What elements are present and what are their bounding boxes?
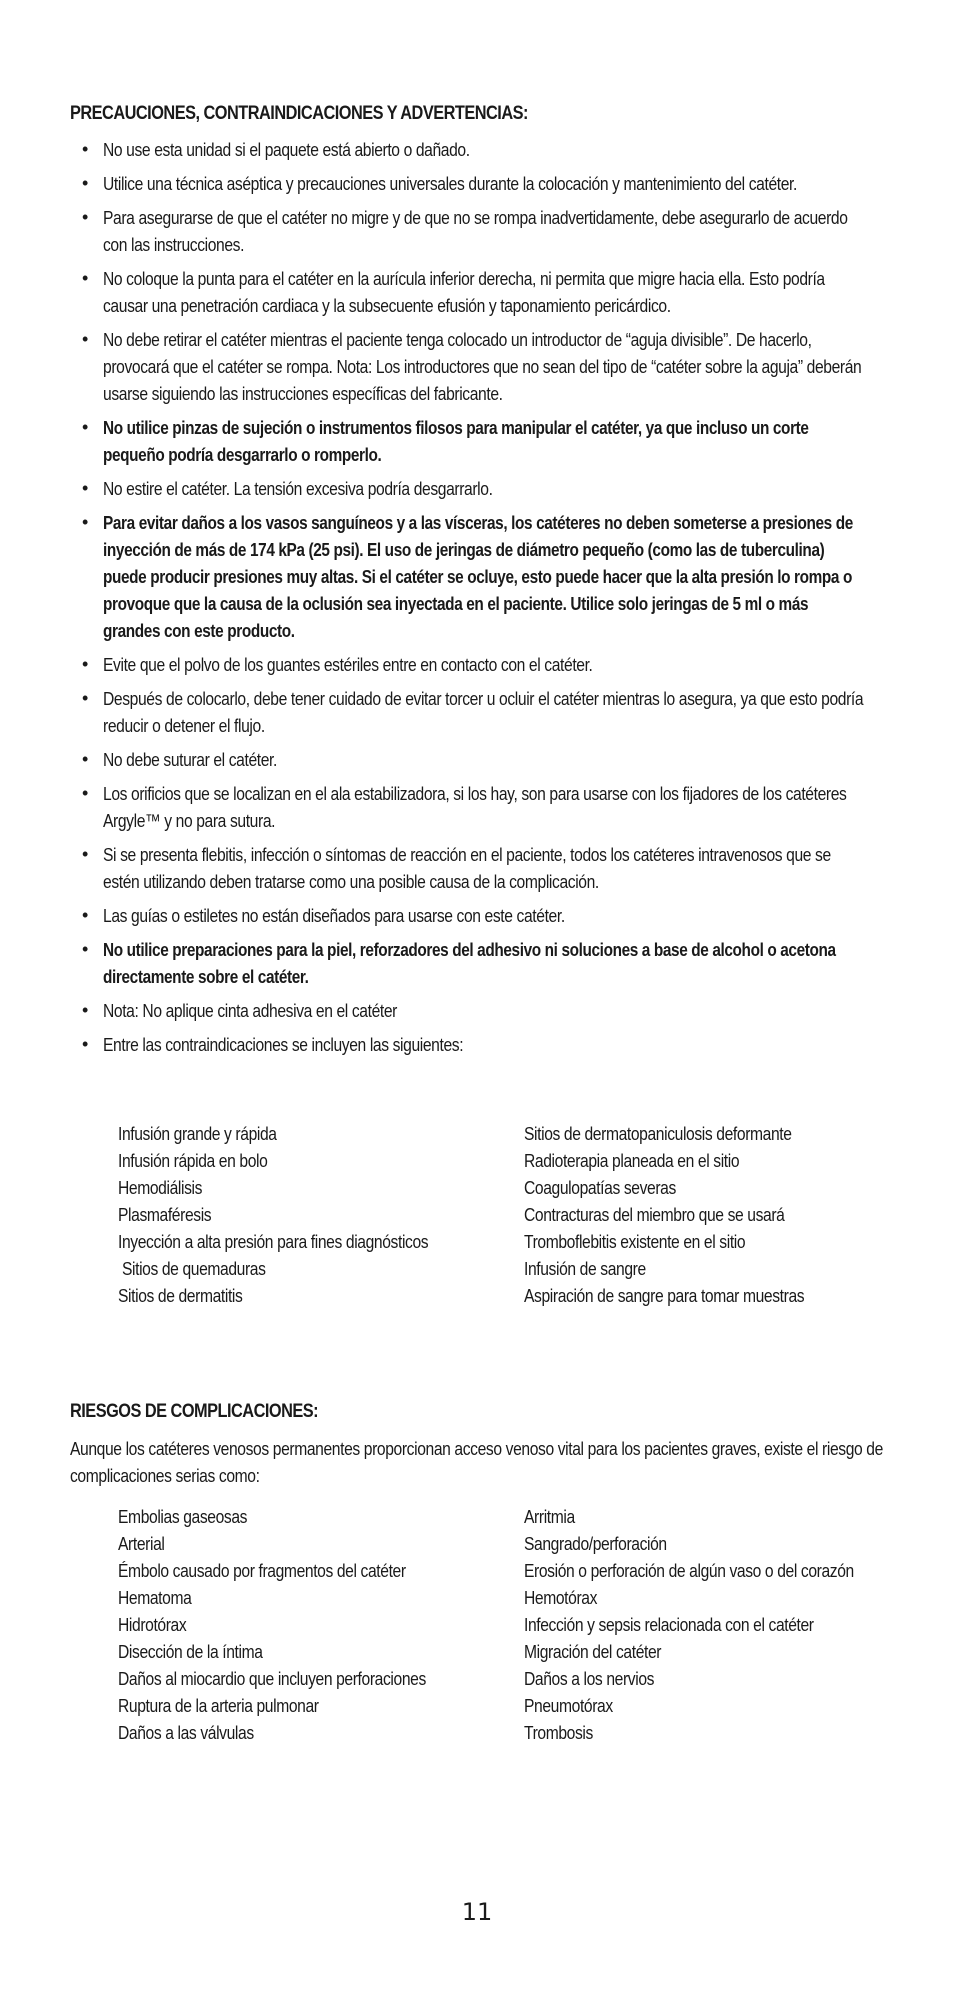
list-item: Trombosis [524, 1722, 593, 1743]
bullet-icon: • [82, 478, 88, 498]
list-item [70, 509, 870, 644]
list-item: Infusión rápida en bolo [118, 1150, 268, 1171]
bullet-icon: • [82, 173, 88, 193]
list-item: Embolias gaseosas [118, 1506, 248, 1527]
list-item-text: Para evitar daños a los vasos sanguíneos y a las vísceras, los catéteres no deben someterse a presiones de inyección de más de 174 kPa (25 psi). El uso de jeringas de diámetro pequeño (como las de tuberculina) puede producir presiones muy altas. Si el catéter se ocluye, esto puede hacer que la alta presión lo rompa o provoque que la causa de la oclusión sea inyectada en el paciente. Utilice solo jeringas de 5 ml o más grandes con este producto. [103, 512, 853, 641]
list-item [70, 136, 870, 163]
list-item [70, 651, 870, 678]
list-item-text: Evite que el polvo de los guantes estériles entre en contacto con el catéter. [103, 654, 593, 675]
bullet-icon: • [82, 905, 88, 925]
list-item-text: No debe retirar el catéter mientras el paciente tenga colocado un introductor de “aguja divisible”. De hacerlo, provocará que el catéter se rompa. Nota: Los introductores que no sean del tipo de “catéter sobre la aguja” deberán usarse siguiendo las instrucciones específicas del fabricante. [103, 329, 862, 404]
section-heading-risks: RIESGOS DE COMPLICACIONES: [70, 1401, 319, 1422]
bullet-icon: • [82, 1000, 88, 1020]
risks-left-column [118, 1503, 426, 1746]
bullet-icon: • [82, 844, 88, 864]
list-item [70, 265, 870, 319]
list-item [70, 997, 870, 1024]
bullet-icon: • [82, 329, 88, 349]
list-item: Hidrotórax [118, 1614, 187, 1635]
bullet-icon: • [82, 688, 88, 708]
list-item-text: No coloque la punta para el catéter en la aurícula inferior derecha, ni permita que migre hacia ella. Esto podría causar una penetración cardiaca y la subsecuente efusión y taponamiento pericárdico. [103, 268, 825, 316]
bullet-icon: • [82, 654, 88, 674]
list-item [70, 414, 870, 468]
list-item: Contracturas del miembro que se usará [524, 1204, 785, 1225]
list-item-text: Entre las contraindicaciones se incluyen las siguientes: [103, 1034, 464, 1055]
list-item: Arterial [118, 1533, 165, 1554]
list-item-text: Nota: No aplique cinta adhesiva en el catéter [103, 1000, 398, 1021]
list-item [70, 902, 870, 929]
list-item [70, 841, 870, 895]
list-item: Inyección a alta presión para fines diagnósticos [118, 1231, 429, 1252]
list-item: Sitios de dermatopaniculosis deformante [524, 1123, 792, 1144]
list-item-text: Si se presenta flebitis, infección o síntomas de reacción en el paciente, todos los catéteres intravenosos que se estén utilizando deben tratarse como una posible causa de la complicación. [103, 844, 831, 892]
bullet-icon: • [82, 139, 88, 159]
contraindications-right-column [524, 1120, 804, 1309]
list-item: Daños a los nervios [524, 1668, 655, 1689]
list-item [70, 685, 870, 739]
list-item: Sitios de dermatitis [118, 1285, 243, 1306]
list-item: Hemodiálisis [118, 1177, 203, 1198]
list-item: Daños a las válvulas [118, 1722, 254, 1743]
list-item [70, 746, 870, 773]
list-item: Migración del catéter [524, 1641, 662, 1662]
bullet-icon: • [82, 512, 88, 532]
list-item: Tromboflebitis existente en el sitio [524, 1231, 746, 1252]
list-item: Sangrado/perforación [524, 1533, 667, 1554]
bullet-icon: • [82, 939, 88, 959]
list-item: Hemotórax [524, 1587, 598, 1608]
list-item-text: No utilice pinzas de sujeción o instrumentos filosos para manipular el catéter, ya que incluso un corte pequeño podría desgarrarlo o romperlo. [103, 417, 809, 465]
list-item: Coagulopatías severas [524, 1177, 676, 1198]
list-item: Arritmia [524, 1506, 575, 1527]
list-item [70, 780, 870, 834]
list-item [70, 475, 870, 502]
bullet-icon: • [82, 1034, 88, 1054]
list-item-text: Para asegurarse de que el catéter no migre y de que no se rompa inadvertidamente, debe asegurarlo de acuerdo con las instrucciones. [103, 207, 848, 255]
list-item-text: Después de colocarlo, debe tener cuidado de evitar torcer u ocluir el catéter mientras lo asegura, ya que esto podría reducir o detener el flujo. [103, 688, 864, 736]
contraindications-left-column [118, 1120, 428, 1309]
list-item: Daños al miocardio que incluyen perforaciones [118, 1668, 426, 1689]
list-item-text: Utilice una técnica aséptica y precauciones universales durante la colocación y mantenimiento del catéter. [103, 173, 797, 194]
list-item-text: No utilice preparaciones para la piel, reforzadores del adhesivo ni soluciones a base de alcohol o acetona directamente sobre el catéter. [103, 939, 836, 987]
list-item-text: No use esta unidad si el paquete está abierto o dañado. [103, 139, 470, 160]
risks-intro: Aunque los catéteres venosos permanentes proporcionan acceso venoso vital para los pacientes graves, existe el riesgo de complicaciones serias como: [70, 1438, 883, 1486]
list-item [70, 1031, 870, 1058]
list-item: Radioterapia planeada en el sitio [524, 1150, 740, 1171]
risks-right-column [524, 1503, 854, 1746]
list-item: Émbolo causado por fragmentos del catéter [118, 1560, 406, 1581]
bullet-icon: • [82, 268, 88, 288]
precautions-list [70, 136, 870, 1065]
list-item: Plasmaféresis [118, 1204, 212, 1225]
list-item [70, 326, 870, 407]
list-item-text: No debe suturar el catéter. [103, 749, 277, 770]
list-item [70, 204, 870, 258]
list-item: Hematoma [118, 1587, 192, 1608]
list-item: Infusión de sangre [524, 1258, 646, 1279]
list-item-text: Los orificios que se localizan en el ala estabilizadora, si los hay, son para usarse con los fijadores de los catéteres Argyle™ y no para sutura. [103, 783, 847, 831]
list-item: Disección de la íntima [118, 1641, 263, 1662]
list-item: Pneumotórax [524, 1695, 613, 1716]
list-item: Ruptura de la arteria pulmonar [118, 1695, 319, 1716]
list-item-text: Las guías o estiletes no están diseñados para usarse con este catéter. [103, 905, 565, 926]
list-item-text: No estire el catéter. La tensión excesiva podría desgarrarlo. [103, 478, 493, 499]
list-item: Sitios de quemaduras [118, 1258, 266, 1279]
page-number: 11 [461, 1898, 493, 1926]
bullet-icon: • [82, 783, 88, 803]
list-item: Infusión grande y rápida [118, 1123, 277, 1144]
list-item: Erosión o perforación de algún vaso o del corazón [524, 1560, 854, 1581]
bullet-icon: • [82, 749, 88, 769]
list-item: Aspiración de sangre para tomar muestras [524, 1285, 805, 1306]
bullet-icon: • [82, 207, 88, 227]
bullet-icon: • [82, 417, 88, 437]
list-item: Infección y sepsis relacionada con el catéter [524, 1614, 814, 1635]
list-item [70, 170, 870, 197]
section-heading-precautions: PRECAUCIONES, CONTRAINDICACIONES Y ADVERTENCIAS: [70, 103, 528, 124]
list-item [70, 936, 870, 990]
